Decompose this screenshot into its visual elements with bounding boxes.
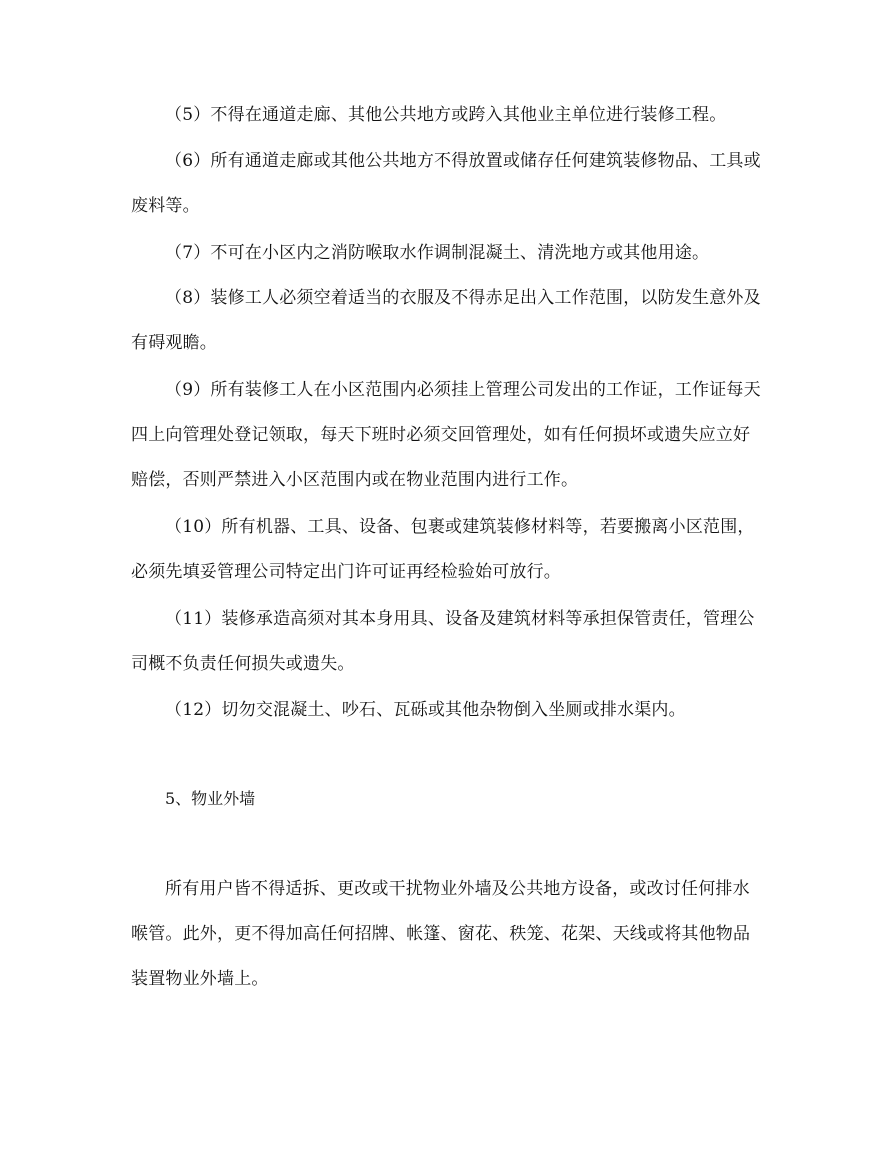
rule-9-line-3: 赔偿，否则严禁进入小区范围内或在物业范围内进行工作。 <box>131 470 579 490</box>
rule-12-line-1: （12）切勿交混凝土、吵石、瓦砾或其他杂物倒入坐厕或排水渠内。 <box>165 700 686 720</box>
rule-10 <box>131 505 771 595</box>
section-body-line-3: 装置物业外墙上。 <box>131 969 269 989</box>
rule-9-line-2: 四上向管理处登记领取，每天下班时必须交回管理处，如有任何损坏或遗失应立好 <box>131 425 751 445</box>
rule-11-line-2: 司概不负责任何损失或遗失。 <box>131 654 355 674</box>
rule-9-line-1: （9）所有装修工人在小区范围内必须挂上管理公司发出的工作证，工作证每天 <box>165 380 761 400</box>
section-body-line-1: 所有用户皆不得适拆、更改或干扰物业外墙及公共地方设备，或改讨任何排水 <box>165 879 750 899</box>
rule-11-line-1: （11）装修承造高须对其本身用具、设备及建筑材料等承担保管责任，管理公 <box>165 609 755 629</box>
rule-6-line-2: 废料等。 <box>131 196 200 216</box>
rule-8 <box>131 276 771 366</box>
section-body <box>131 867 771 1002</box>
rule-11 <box>131 597 771 687</box>
rule-6-line-1: （6）所有通道走廊或其他公共地方不得放置或储存任何建筑装修物品、工具或 <box>165 151 761 171</box>
section-body-line-2: 喉管。此外，更不得加高任何招牌、帐篷、窗花、秩笼、花架、天线或将其他物品 <box>131 924 751 944</box>
rule-12 <box>131 688 771 733</box>
rule-8-line-2: 有碍观瞻。 <box>131 333 217 353</box>
rule-9 <box>131 368 771 503</box>
rule-10-line-2: 必须先填妥管理公司特定出门许可证再经检验始可放行。 <box>131 562 561 582</box>
rule-10-line-1: （10）所有机器、工具、设备、包裹或建筑装修材料等，若要搬离小区范围， <box>165 517 755 537</box>
section-heading: 5、物业外墙 <box>165 789 256 808</box>
rule-7-line-1: （7）不可在小区内之消防喉取水作调制混凝土、清洗地方或其他用途。 <box>165 243 710 263</box>
rule-7 <box>131 231 771 276</box>
rule-6 <box>131 139 771 229</box>
rule-8-line-1: （8）装修工人必须空着适当的衣服及不得赤足出入工作范围，以防发生意外及 <box>165 288 761 308</box>
rule-5-line-1: （5）不得在通道走廊、其他公共地方或跨入其他业主单位进行装修工程。 <box>165 105 727 125</box>
rule-5 <box>131 93 771 138</box>
